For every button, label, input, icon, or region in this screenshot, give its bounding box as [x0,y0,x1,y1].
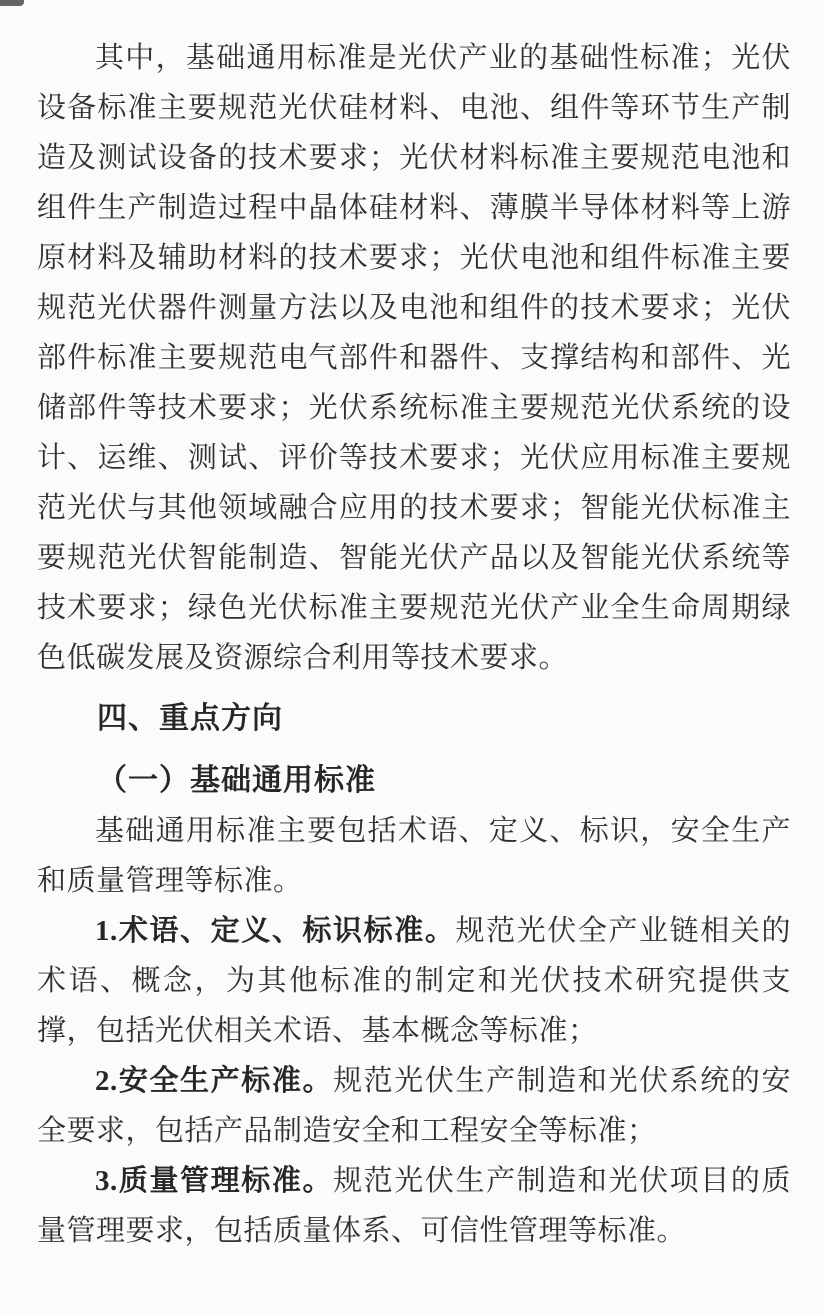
subsection-heading: （一）基础通用标准 [97,764,376,797]
list-item-safety-label: 2.安全生产标准。 [95,1065,334,1097]
list-item-terminology-text: 规范光伏全产业链相关的术语、概念，为其他标准的制定和光伏技术研究提供支撑，包括光伏相关术语、基本概念等标准； [37,915,791,1047]
list-item-terminology [37,906,791,1056]
list-item-safety [37,1056,791,1156]
list-item-quality-text: 规范光伏生产制造和光伏项目的质量管理要求，包括质量体系、可信性管理等标准。 [37,1165,791,1247]
list-item-safety-text: 规范光伏生产制造和光伏系统的安全要求，包括产品制造安全和工程安全等标准； [37,1065,791,1147]
overview-paragraph: 其中，基础通用标准是光伏产业的基础性标准；光伏设备标准主要规范光伏硅材料、电池、组件等环节生产制造及测试设备的技术要求；光伏材料标准主要规范电池和组件生产制造过程中晶体硅材料、薄膜半导体材料等上游原材料及辅助材料的技术要求；光伏电池和组件标准主要规范光伏器件测量方法以及电池和组件的技术要求；光伏部件标准主要规范电气部件和器件、支撑结构和部件、光储部件等技术要求；光伏系统标准主要规范光伏系统的设计、运维、测试、评价等技术要求；光伏应用标准主要规范光伏与其他领域融合应用的技术要求；智能光伏标准主要规范光伏智能制造、智能光伏产品以及智能光伏系统等技术要求；绿色光伏标准主要规范光伏产业全生命周期绿色低碳发展及资源综合利用等技术要求。 [37,42,791,674]
list-item-quality [37,1156,791,1256]
list-item-terminology-label: 1.术语、定义、标识标准。 [95,915,456,947]
scan-corner-artifact [0,0,24,6]
section-heading: 四、重点方向 [97,702,283,735]
list-item-quality-label: 3.质量管理标准。 [95,1165,334,1197]
intro-paragraph: 基础通用标准主要包括术语、定义、标识，安全生产和质量管理等标准。 [37,815,791,897]
